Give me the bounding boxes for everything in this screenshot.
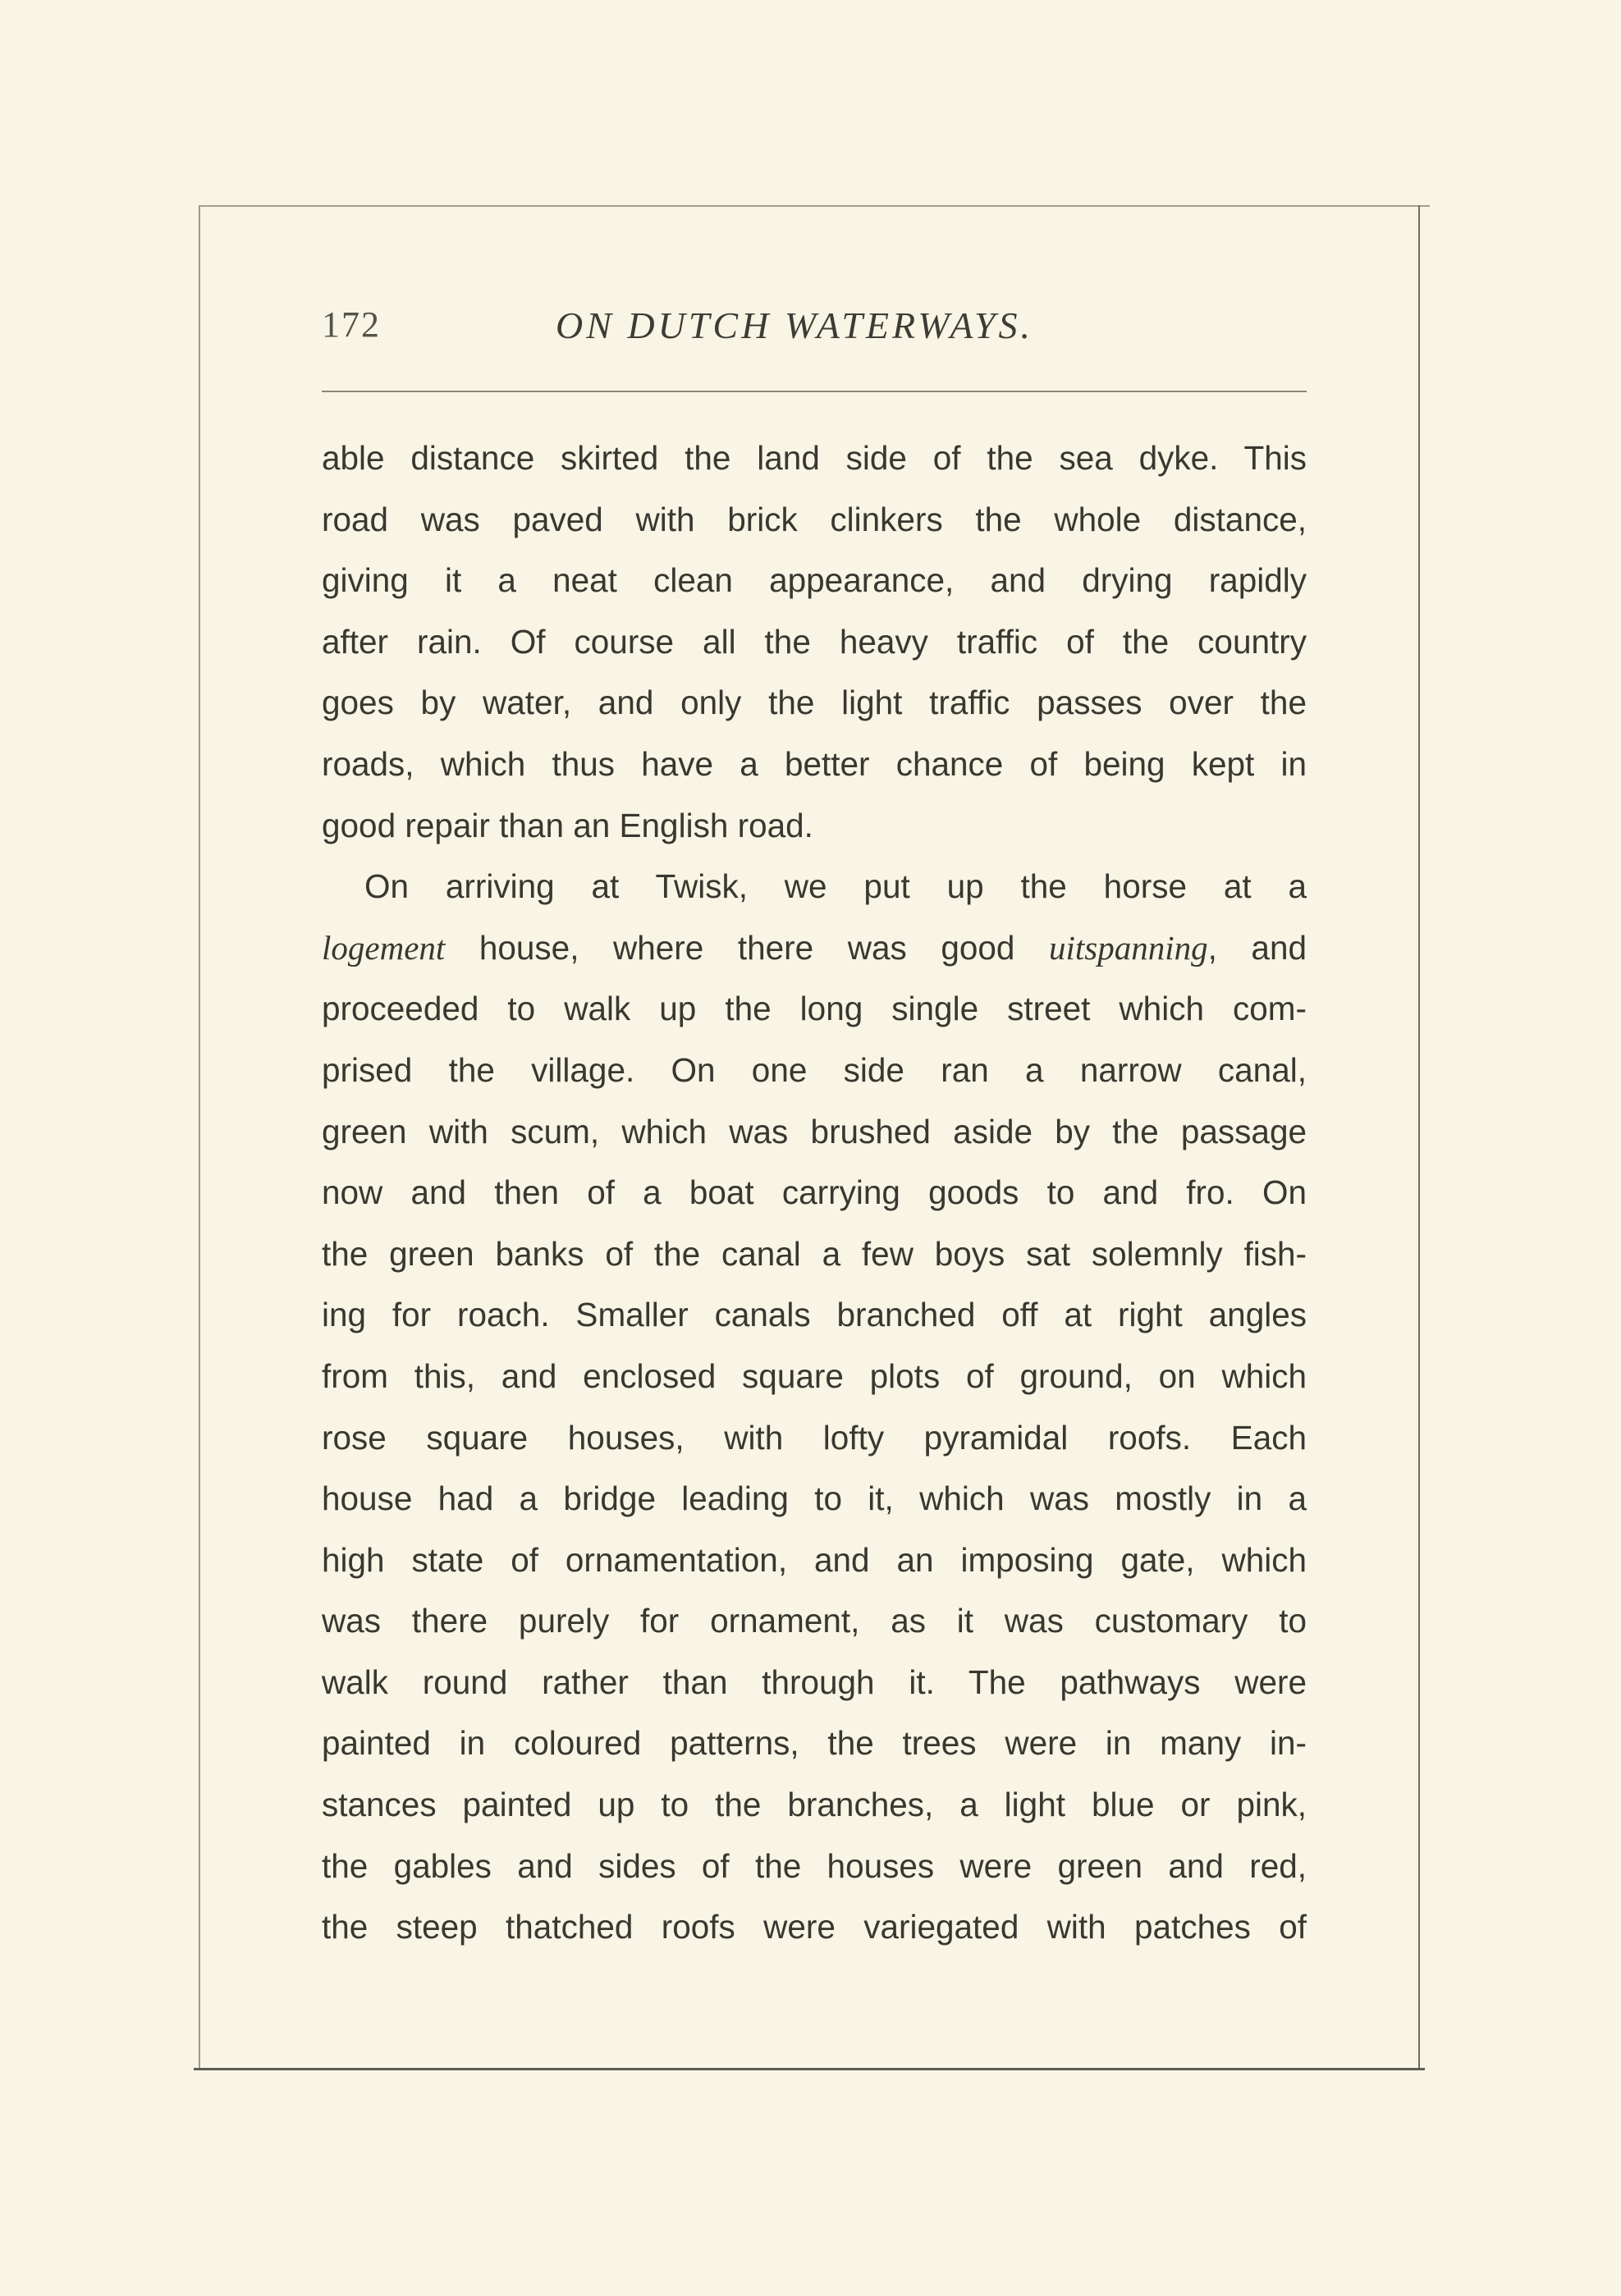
page-number: 172 bbox=[322, 304, 381, 345]
text-line: ing for roach. Smaller canals branched off at right angles bbox=[322, 1296, 1307, 1334]
paragraph-1 bbox=[322, 428, 1307, 856]
text-line: On arriving at Twisk, we put up the horse at a bbox=[364, 867, 1307, 906]
text-line: able distance skirted the land side of the sea dyke. This bbox=[322, 439, 1307, 477]
text-segment: house, where there was good bbox=[445, 928, 1049, 967]
text-line: the steep thatched roofs were variegated with patches of bbox=[322, 1908, 1307, 1946]
italic-word-uitspanning: uitspanning bbox=[1048, 928, 1208, 967]
text-line: from this, and enclosed square plots of ground, on which bbox=[322, 1356, 1307, 1395]
page-header bbox=[322, 304, 1307, 361]
page-frame-bottom-rule bbox=[194, 2068, 1425, 2070]
header-rule bbox=[322, 391, 1307, 392]
text-line: giving it a neat clean appearance, and drying rapidly bbox=[322, 561, 1307, 600]
text-line: painted in coloured patterns, the trees were in many in- bbox=[322, 1724, 1307, 1763]
text-line: now and then of a boat carrying goods to and fro. On bbox=[322, 1173, 1307, 1212]
text-line: the green banks of the canal a few boys sat solemnly fish- bbox=[322, 1234, 1307, 1273]
body-text bbox=[322, 428, 1307, 1958]
running-head: ON DUTCH WATERWAYS. bbox=[556, 304, 1034, 346]
text-line: prised the village. On one side ran a narrow canal, bbox=[322, 1050, 1307, 1089]
text-line: roads, which thus have a better chance of being kept in bbox=[322, 744, 1307, 783]
text-segment: , and bbox=[1207, 928, 1307, 967]
text-line: after rain. Of course all the heavy traffic of the country bbox=[322, 622, 1307, 661]
paragraph-2 bbox=[322, 856, 1307, 1958]
text-line: walk round rather than through it. The pathways were bbox=[322, 1663, 1307, 1701]
text-line: road was paved with brick clinkers the whole distance, bbox=[322, 500, 1307, 538]
text-line bbox=[322, 917, 1307, 979]
text-line: the gables and sides of the houses were green and red, bbox=[322, 1846, 1307, 1885]
text-line: rose square houses, with lofty pyramidal roofs. Each bbox=[322, 1418, 1307, 1457]
text-line: stances painted up to the branches, a light blue or pink, bbox=[322, 1786, 1307, 1824]
text-line: goes by water, and only the light traffic passes over the bbox=[322, 684, 1307, 722]
text-line: high state of ornamentation, and an imposing gate, which bbox=[322, 1540, 1307, 1579]
text-line: was there purely for ornament, as it was customary to bbox=[322, 1602, 1307, 1640]
italic-word-logement: logement bbox=[322, 928, 446, 967]
text-line: house had a bridge leading to it, which was mostly in a bbox=[322, 1480, 1307, 1518]
text-line: green with scum, which was brushed aside by the passage bbox=[322, 1112, 1307, 1150]
text-line: good repair than an English road. bbox=[322, 806, 813, 844]
text-line: proceeded to walk up the long single street which com- bbox=[322, 990, 1307, 1028]
